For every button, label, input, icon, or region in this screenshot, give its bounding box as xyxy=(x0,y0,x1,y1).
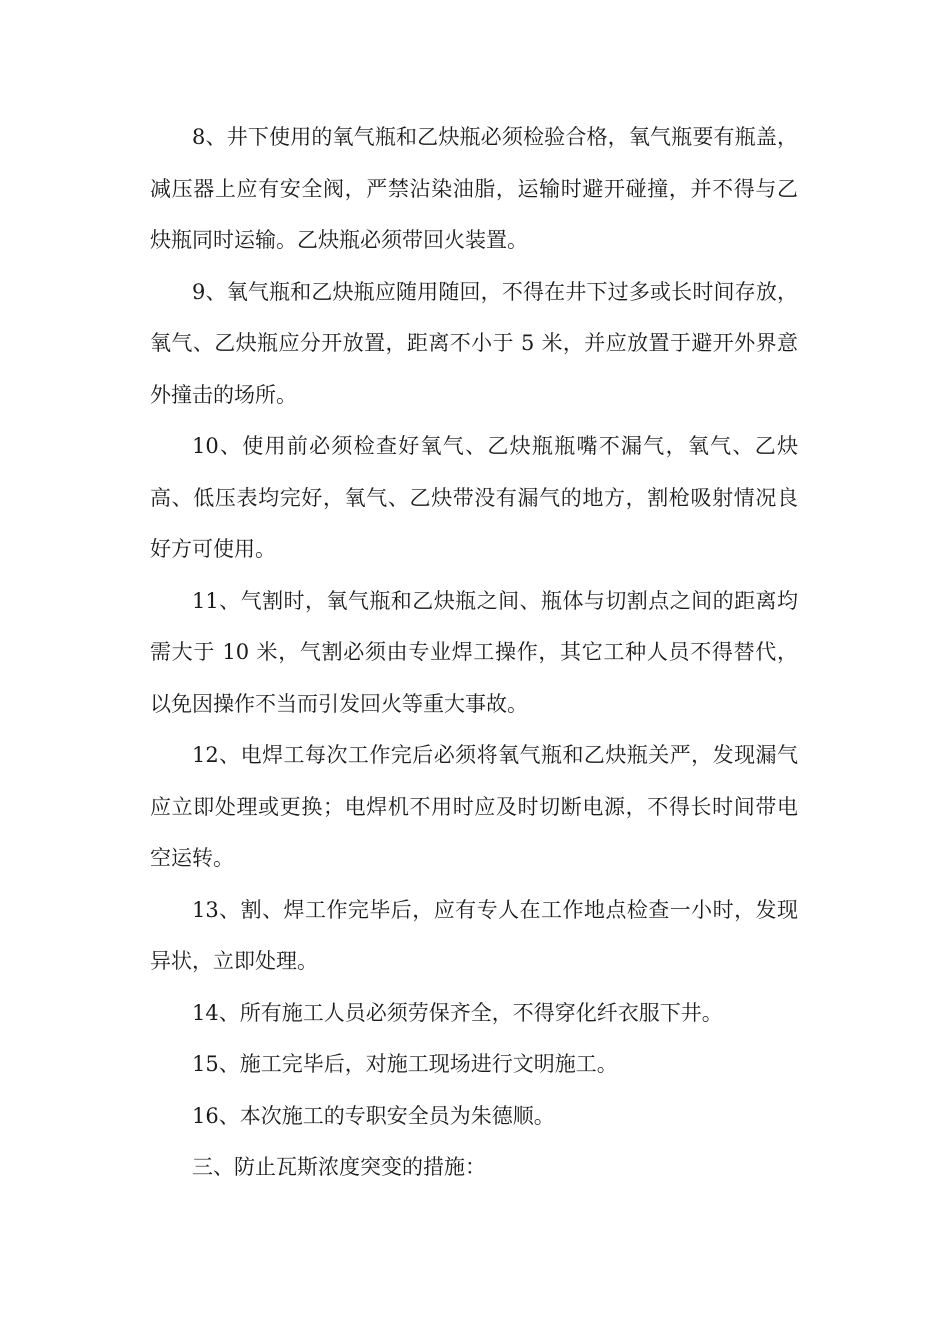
paragraph-item-12: 12、电焊工每次工作完后必须将氧气瓶和乙炔瓶关严，发现漏气应立即处理或更换；电焊机不用时应及时切断电源，不得长时间带电空运转。 xyxy=(150,743,798,870)
paragraph-item-11: 11、气割时，氧气瓶和乙炔瓶之间、瓶体与切割点之间的距离均需大于 10 米，气割必须由专业焊工操作，其它工种人员不得替代，以免因操作不当而引发回火等重大事故。 xyxy=(150,588,798,716)
paragraph-item-8: 8、井下使用的氧气瓶和乙炔瓶必须检验合格，氧气瓶要有瓶盖，减压器上应有安全阀，严禁沾染油脂，运输时避开碰撞，并不得与乙炔瓶同时运输。乙炔瓶必须带回火装置。 xyxy=(150,125,798,252)
paragraph-item-14: 14、所有施工人员必须劳保齐全，不得穿化纤衣服下井。 xyxy=(192,1000,723,1025)
paragraph-item-9: 9、氧气瓶和乙炔瓶应随用随回，不得在井下过多或长时间存放，氧气、乙炔瓶应分开放置，距离不小于 5 米，并应放置于避开外界意外撞击的场所。 xyxy=(150,279,798,407)
section-heading: 三、防止瓦斯浓度突变的措施： xyxy=(192,1155,486,1179)
paragraph-item-16: 16、本次施工的专职安全员为朱德顺。 xyxy=(192,1103,555,1128)
paragraph-item-15: 15、施工完毕后，对施工现场进行文明施工。 xyxy=(192,1052,618,1076)
paragraph-item-10: 10、使用前必须检查好氧气、乙炔瓶瓶嘴不漏气，氧气、乙炔高、低压表均完好，氧气、乙炔带没有漏气的地方，割枪吸射情况良好方可使用。 xyxy=(150,434,798,561)
document-body xyxy=(150,112,798,1194)
paragraph-item-13: 13、割、焊工作完毕后，应有专人在工作地点检查一小时，发现异状，立即处理。 xyxy=(150,897,798,973)
